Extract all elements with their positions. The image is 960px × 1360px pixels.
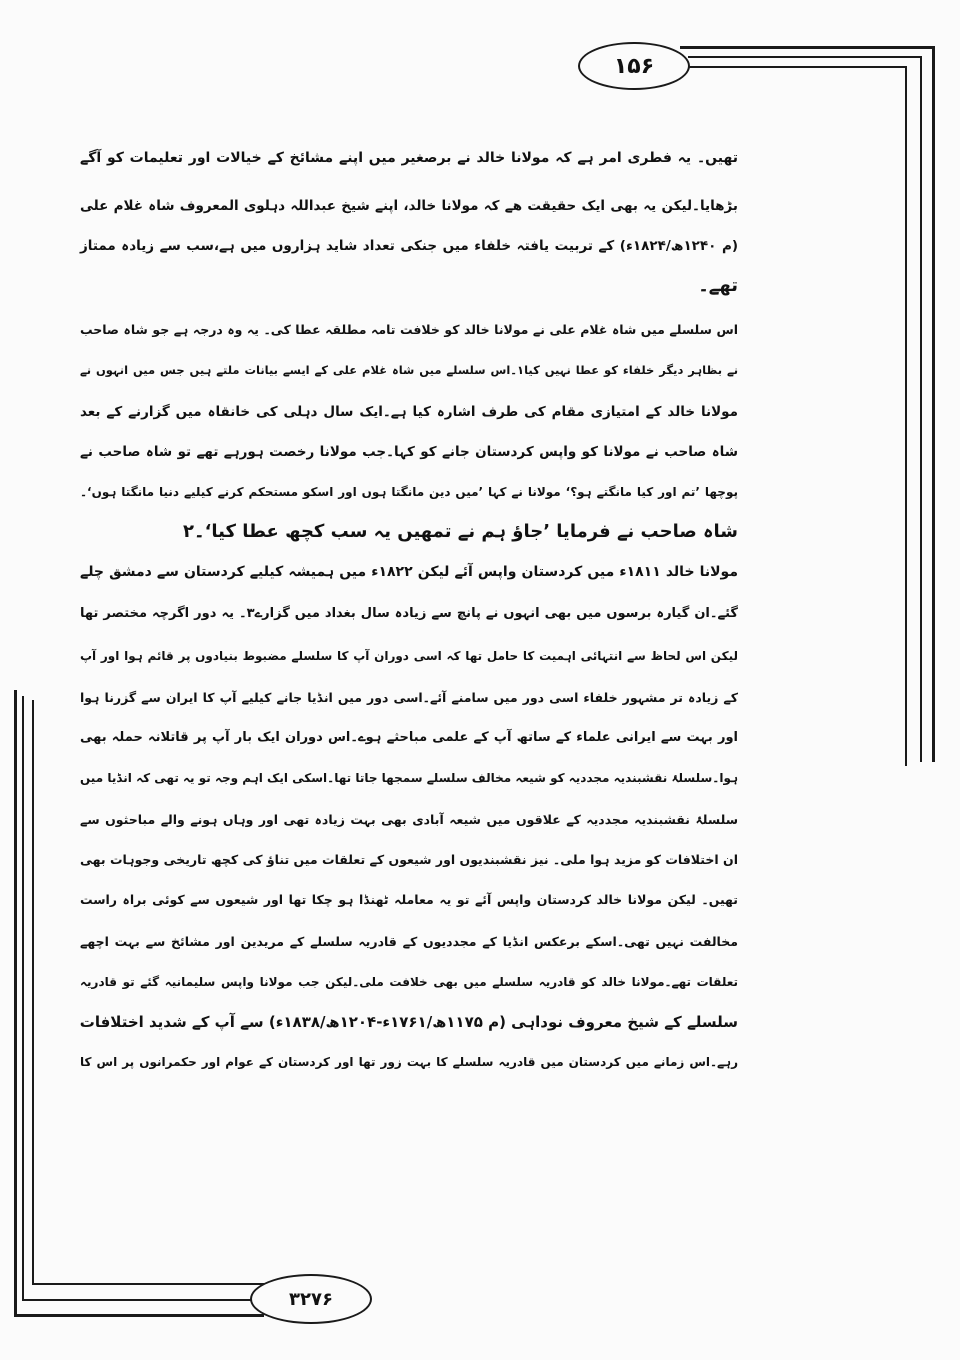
- frame-top-line-outer: [680, 46, 934, 49]
- text-line: سلسلے کے شیخ معروف نوداہی (م ۱۱۷۵ھ/۱۷۶۱ء-۱۲۰۴ھ/۱۸۳۸ء) سے آپ کے شدید اختلافات: [79, 1013, 738, 1031]
- text-line: نے بظاہر دیگر خلفاء کو عطا نہیں کیا۱۔اس سلسلے میں شاہ غلام علی کے ایسے بیانات ملتے ہیں جس میں انہوں نے: [80, 363, 739, 377]
- frame-right-line-outer: [932, 46, 935, 762]
- frame-left-line-middle: [22, 696, 24, 1300]
- text-line: ہوا۔سلسلۂ نقشبندیہ مجددیہ کو شیعہ مخالف سلسلے سمجھا جاتا تھا۔اسکی ایک اہم وجہ تو یہ تھی کہ انڈیا میں: [80, 771, 738, 785]
- text-line: رہے۔اس زمانے میں کردستان میں قادریہ سلسلے کا بہت زور تھا اور کردستان کے عوام اور حکمرانوں پر اس کا: [80, 1055, 738, 1069]
- text-line: (م ۱۲۴۰ھ/۱۸۲۴ء) کے تربیت یافتہ خلفاء میں جنکی تعداد شاید ہزاروں میں ہے،سب سے زیادہ ممتاز: [80, 238, 739, 254]
- text-line: اس سلسلے میں شاہ غلام علی نے مولانا خالد کو خلافت تامہ مطلقہ عطا کی۔ یہ وہ درجہ ہے جو شاہ صاحب: [80, 322, 738, 337]
- frame-left-line-inner: [32, 700, 34, 1284]
- text-line: شاہ صاحب نے فرمایا ’جاؤ ہم نے تمھیں یہ سب کچھ عطا کیا‘۔۲: [183, 521, 738, 542]
- frame-left-line-outer: [14, 690, 17, 1317]
- text-line: تھیں۔ لیکن مولانا خالد کردستان واپس آئے تو یہ معاملہ ٹھنڈا ہو چکا تھا اور شیعوں سے کوئی براہ راست: [80, 892, 738, 907]
- text-line: پوچھا ’تم اور کیا مانگتے ہو؟‘ مولانا نے کہا ’میں دین مانگتا ہوں اور اسکو مستحکم کرنے کیلیے دنیا مانگتا ہوں‘۔: [80, 485, 738, 499]
- page-number-top: ۱۵۶: [578, 42, 690, 90]
- text-line: مولانا خالد ۱۸۱۱ء میں کردستان واپس آئے لیکن ۱۸۲۲ء میں ہمیشہ کیلیے کردستان سے دمشق چلے: [80, 564, 739, 580]
- text-line: تعلقات تھے۔مولانا خالد کو قادریہ سلسلے میں بھی خلافت ملی۔لیکن جب مولانا واپس سلیمانیہ گئے تو قادریہ: [80, 975, 738, 989]
- frame-top-line-inner: [684, 66, 906, 68]
- frame-bottom-line-middle: [22, 1299, 258, 1301]
- text-line: شاہ صاحب نے مولانا کو واپس کردستان جانے کو کہا۔جب مولانا رخصت ہورہے تھے تو شاہ صاحب نے: [80, 444, 738, 460]
- frame-right-line-middle: [920, 56, 922, 762]
- text-line: مخالفت نہیں تھی۔اسکے برعکس انڈیا کے مجددیوں کے قادریہ سلسلے کے مریدین اور مشائخ سے بہت اچھے: [80, 934, 738, 949]
- page-number-bottom: ۳۲۷۶: [250, 1274, 372, 1324]
- frame-bottom-line-inner: [32, 1283, 264, 1285]
- text-line: تھے۔: [698, 275, 738, 296]
- frame-bottom-line-outer: [14, 1314, 264, 1317]
- frame-right-line-inner: [905, 66, 907, 766]
- text-line: اور بہت سے ایرانی علماء کے ساتھ آپ کے علمی مباحثے ہوے۔اس دوران ایک بار آپ پر قاتلانہ حملہ بھی: [80, 730, 738, 745]
- text-line: مولانا خالد کے امتیازی مقام کی طرف اشارہ کیا ہے۔ایک سال دہلی کی خانقاہ میں گزارنے کے بعد: [80, 404, 738, 420]
- text-line: سلسلۂ نقشبندیہ مجددیہ کے علاقوں میں شیعہ آبادی بھی بہت زیادہ تھی اور وہاں ہونے والے مباحثوں سے: [80, 812, 738, 827]
- text-line: بڑھایا۔لیکن یہ بھی ایک حقیقت ھے کہ مولانا خالد، اپنے شیخ عبداللہ دہلوی المعروف شاہ غلام علی: [80, 198, 738, 214]
- text-line: ان اختلافات کو مزید ہوا ملی۔ نیز نقشبندیوں اور شیعوں کے تعلقات میں تناؤ کی کچھ تاریخی وجوہات بھی: [80, 852, 738, 867]
- text-line: گئے۔ان گیارہ برسوں میں بھی انہوں نے پانچ سے زیادہ سال بغداد میں گزارے۳۔ یہ دور اگرچہ مختصر تھا: [80, 606, 738, 621]
- frame-top-line-middle: [688, 56, 922, 58]
- text-line: لیکن اس لحاظ سے انتہائی اہمیت کا حامل تھا کہ اسی دوران آپ کا سلسلے مضبوط بنیادوں پر قائم ہوا اور آپ: [80, 649, 738, 663]
- text-line: تھیں۔ یہ فطری امر ہے کہ مولانا خالد نے برصغیر میں اپنے مشائخ کے خیالات اور تعلیمات کو آگے: [80, 150, 738, 166]
- text-line: کے زیادہ تر مشہور خلفاء اسی دور میں سامنے آئے۔اسی دور میں انڈیا جانے کیلیے آپ کا ایران سے گزرنا ہوا: [80, 690, 738, 705]
